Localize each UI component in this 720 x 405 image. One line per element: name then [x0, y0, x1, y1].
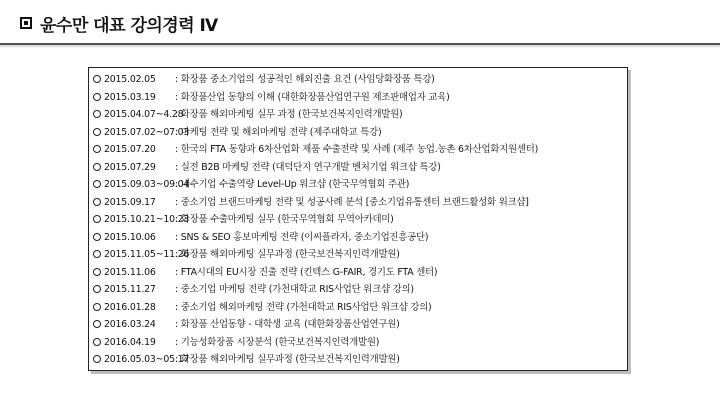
item-description: : 화장품 해외마케팅 실무 과정 (한국보건복지인력개발원): [175, 109, 403, 120]
page-title: 윤수만 대표 강의경력 Ⅳ: [40, 16, 218, 36]
item-description: : 중소기업 해외마케팅 전략 (가천대학교 RIS사업단 워크샵 강의): [175, 301, 432, 313]
list-item: [93, 89, 623, 107]
item-date: 2016.01.28: [104, 301, 156, 313]
circle-bullet-icon: [93, 215, 101, 223]
item-date: 2016.05.03~05.17: [104, 354, 190, 365]
circle-bullet-icon: [93, 93, 101, 101]
item-date: 2015.03.19: [104, 91, 156, 103]
item-description: : 실전 B2B 마케팅 전략 (대덕단지 연구개발 벤처기업 워크샵 특강): [175, 161, 441, 173]
item-date: 2015.11.06: [104, 266, 156, 278]
item-date: 2015.07.20: [104, 144, 156, 155]
circle-bullet-icon: [93, 285, 101, 293]
item-description: : 화장품 수출마케팅 실무 (한국무역협회 무역아카데미): [175, 214, 394, 225]
circle-bullet-icon: [93, 355, 101, 363]
circle-bullet-icon: [93, 180, 101, 188]
list-item: [93, 124, 623, 142]
list-item: [93, 211, 623, 229]
item-description: : FTA시대의 EU시장 진출 전략 (킨텍스 G-FAIR, 경기도 FTA 센터): [175, 266, 438, 278]
list-item: [93, 194, 623, 212]
item-date: 2015.09.17: [104, 196, 156, 208]
circle-bullet-icon: [93, 198, 101, 206]
item-date: 2015.07.02~07.03: [104, 126, 190, 138]
item-description: : 마케팅 전략 및 해외마케팅 전략 (제주대학교 특강): [175, 126, 382, 138]
item-description: : 화장품 해외마케팅 실무과정 (한국보건복지인력개발원): [175, 249, 400, 260]
item-date: 2015.10.21~10.23: [104, 214, 190, 225]
item-date: 2015.02.05: [104, 74, 156, 85]
list-item: [93, 176, 623, 194]
circle-bullet-icon: [93, 268, 101, 276]
circle-bullet-icon: [93, 128, 101, 136]
item-date: 2015.04.07~4.28: [104, 109, 184, 120]
item-description: : 내수기업 수출역량 Level-Up 워크샵 (한국무역협회 주관): [175, 179, 410, 190]
item-date: 2015.11.27: [104, 284, 156, 295]
item-description: : 화장품산업 동향의 이해 (대한화장품산업연구원 제조판매업자 교육): [175, 91, 450, 103]
list-item: [93, 246, 623, 264]
career-panel: [88, 67, 628, 371]
list-item: [93, 141, 623, 159]
item-description: : 화장품 중소기업의 성공적인 해외진출 요건 (사임당화장품 특강): [175, 74, 435, 85]
item-description: : SNS & SEO 홍보마케팅 전략 (이씨플라자, 중소기업진흥공단): [175, 231, 429, 243]
list-item: [93, 316, 623, 334]
list-item: [93, 159, 623, 177]
item-description: : 기능성화장품 시장분석 (한국보건복지인력개발원): [175, 336, 380, 348]
list-item: [93, 334, 623, 352]
list-item: [93, 299, 623, 317]
list-item: [93, 71, 623, 89]
title-divider-shadow: [0, 45, 720, 48]
item-description: : 중소기업 마케팅 전략 (가천대학교 RIS사업단 워크샵 강의): [175, 284, 414, 295]
item-date: 2015.10.06: [104, 231, 156, 243]
circle-bullet-icon: [93, 233, 101, 241]
item-description: : 한국의 FTA 동향과 6차산업화 제품 수출전략 및 사례 (제주 농업.농촌 6차산업화지원센터): [175, 144, 539, 155]
circle-bullet-icon: [93, 303, 101, 311]
item-description: : 화장품 산업동향 - 대학생 교육 (대한화장품산업연구원): [175, 319, 400, 330]
circle-bullet-icon: [93, 250, 101, 258]
list-item: [93, 229, 623, 247]
title-bar: [0, 0, 720, 48]
circle-bullet-icon: [93, 145, 101, 153]
item-date: 2015.11.05~11.26: [104, 249, 190, 260]
item-description: : 화장품 해외마케팅 실무과정 (한국보건복지인력개발원): [175, 354, 400, 365]
circle-bullet-icon: [93, 110, 101, 118]
circle-bullet-icon: [93, 75, 101, 83]
list-item: [93, 351, 623, 369]
list-item: [93, 281, 623, 299]
circle-bullet-icon: [93, 163, 101, 171]
list-item: [93, 106, 623, 124]
item-date: 2015.07.29: [104, 161, 156, 173]
item-date: 2015.09.03~09.04: [104, 179, 190, 190]
item-date: 2016.04.19: [104, 336, 156, 348]
circle-bullet-icon: [93, 338, 101, 346]
list-item: [93, 264, 623, 282]
item-description: : 중소기업 브랜드마케팅 전략 및 성공사례 분석 [중소기업유통센터 브랜드활성화 워크샵]: [175, 196, 529, 208]
item-date: 2016.03.24: [104, 319, 156, 330]
square-bullet-icon: [20, 17, 32, 29]
career-list: [93, 71, 623, 369]
circle-bullet-icon: [93, 320, 101, 328]
